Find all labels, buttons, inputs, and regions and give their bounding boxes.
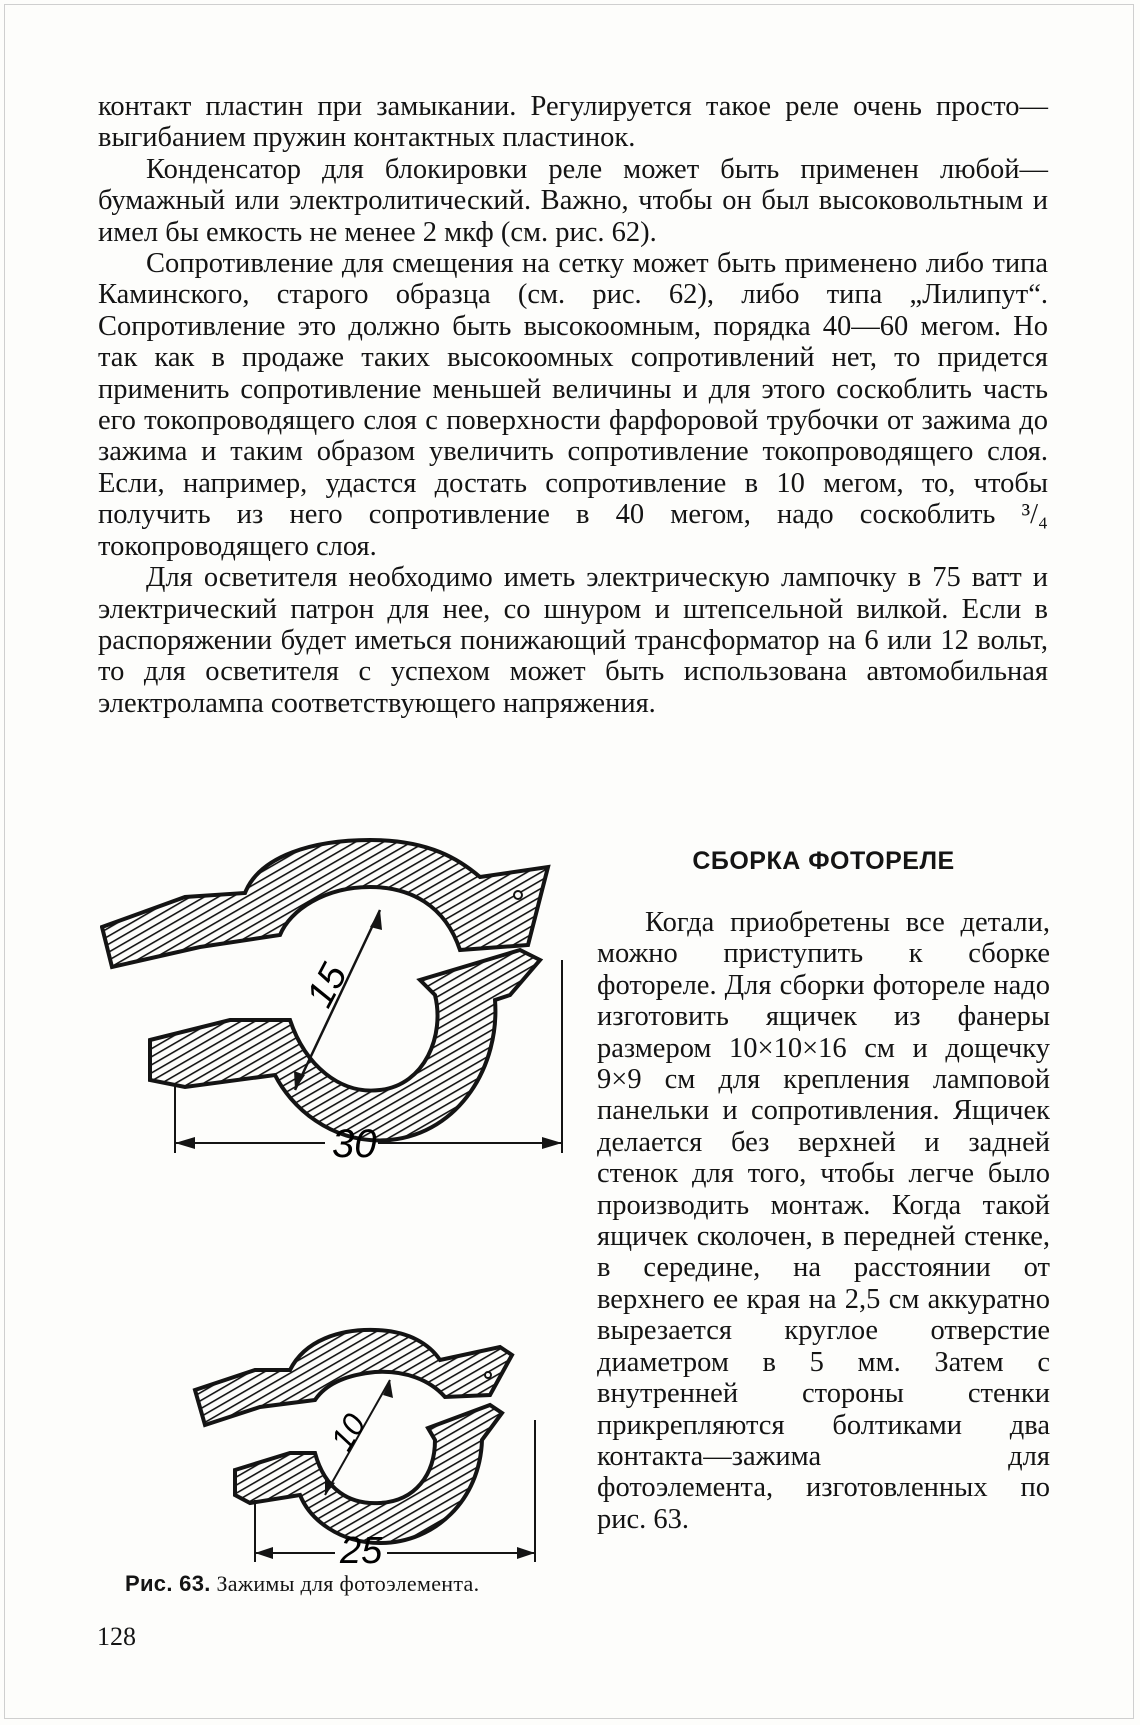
clamp-large-diameter-arrow-top [370,910,382,930]
clamp-small-illustration [190,1325,550,1565]
clamp-large-width-label: 30 [332,1122,377,1165]
section-title: СБОРКА ФОТОРЕЛЕ [692,847,955,875]
paragraph-resistor: Сопротивление для смещения на сетку может быть применено либо типа Каминского, старого образца (см. рис. 62), либо типа „Лилипут“. Сопротивление это должно быть высокоомным, порядка 40—60 мегом. Но так как в продаже таких высокоомных сопротивлений нет, то придется применить сопротивление меньшей величины и для этого соскоблить часть его токопроводящего слоя с поверхности фарфоровой трубочки от зажима до зажима и таким образом увеличить сопротивление токопроводящего слоя. Если, например, удастся достать сопротивление в 10 мегом, то, чтобы получить из него сопротивление в 40 мегом, надо соскоблить ³/₄ токопроводящего слоя. [98,248,1048,562]
figure-caption [125,1571,479,1597]
clamp-large-diameter-label: 15 [298,957,356,1015]
paragraph-continuation: контакт пластин при замыкании. Регулируется такое реле очень просто—выгибанием пружин контактных пластинок. [98,91,1048,154]
clamp-small-upper-band [195,1330,512,1425]
clamp-small-dim-arrow-right [517,1547,535,1559]
clamp-large-hole [514,891,522,899]
paragraph-illuminator: Для осветителя необходимо иметь электрическую лампочку в 75 ватт и электрический патрон для нее, со шнуром и штепсельной вилкой. Если в распоряжении будет иметься понижающий трансформатор на 6 или 12 вольт, то для осветителя с успехом может быть использована автомобильная электролампа соответствующего напряжения. [98,562,1048,719]
paragraph-capacitor: Конденсатор для блокировки реле может быть применен любой—бумажный или электролитический. Важно, чтобы он был высоковольтным и имел бы емкость не менее 2 мкф (см. рис. 62). [98,153,1048,248]
figure-caption-text: Зажимы для фотоэлемента. [216,1571,480,1596]
page-number: 128 [97,1622,136,1651]
section-paragraph: Когда приобретены все детали, можно приступить к сборке фотореле. Для сборки фотореле надо изготовить ящичек из фанеры размером 10×10×16 см и дощечку 9×9 см для крепления ламповой панельки и сопротивления. Ящичек делается без верхней и задней стенок для того, чтобы легче было производить монтаж. Когда такой ящичек сколочен, в передней стенке, в середине, на расстоянии от верхнего ее края на 2,5 см аккуратно вырезается круглое отверстие диаметром в 5 мм. Затем с внутренней стороны стенки прикрепляются болтиками два контакта—зажима для фотоэлемента, изготовленных по рис. 63. [597,907,1050,1535]
figure-label: Рис. 63. [125,1571,211,1596]
clamp-small-diameter-label: 10 [323,1407,373,1457]
clamp-large-dim-arrow-right [542,1137,562,1149]
clamp-small-hole [485,1372,491,1378]
section-text-column [597,907,1050,1535]
clamp-large-dim-arrow-left [175,1137,195,1149]
clamp-small-dim-arrow-left [255,1547,273,1559]
clamp-small-width-label: 25 [340,1530,383,1565]
clamp-large-illustration [100,835,580,1165]
body-text-top [98,91,1048,719]
clamp-large-upper-band [102,840,548,967]
